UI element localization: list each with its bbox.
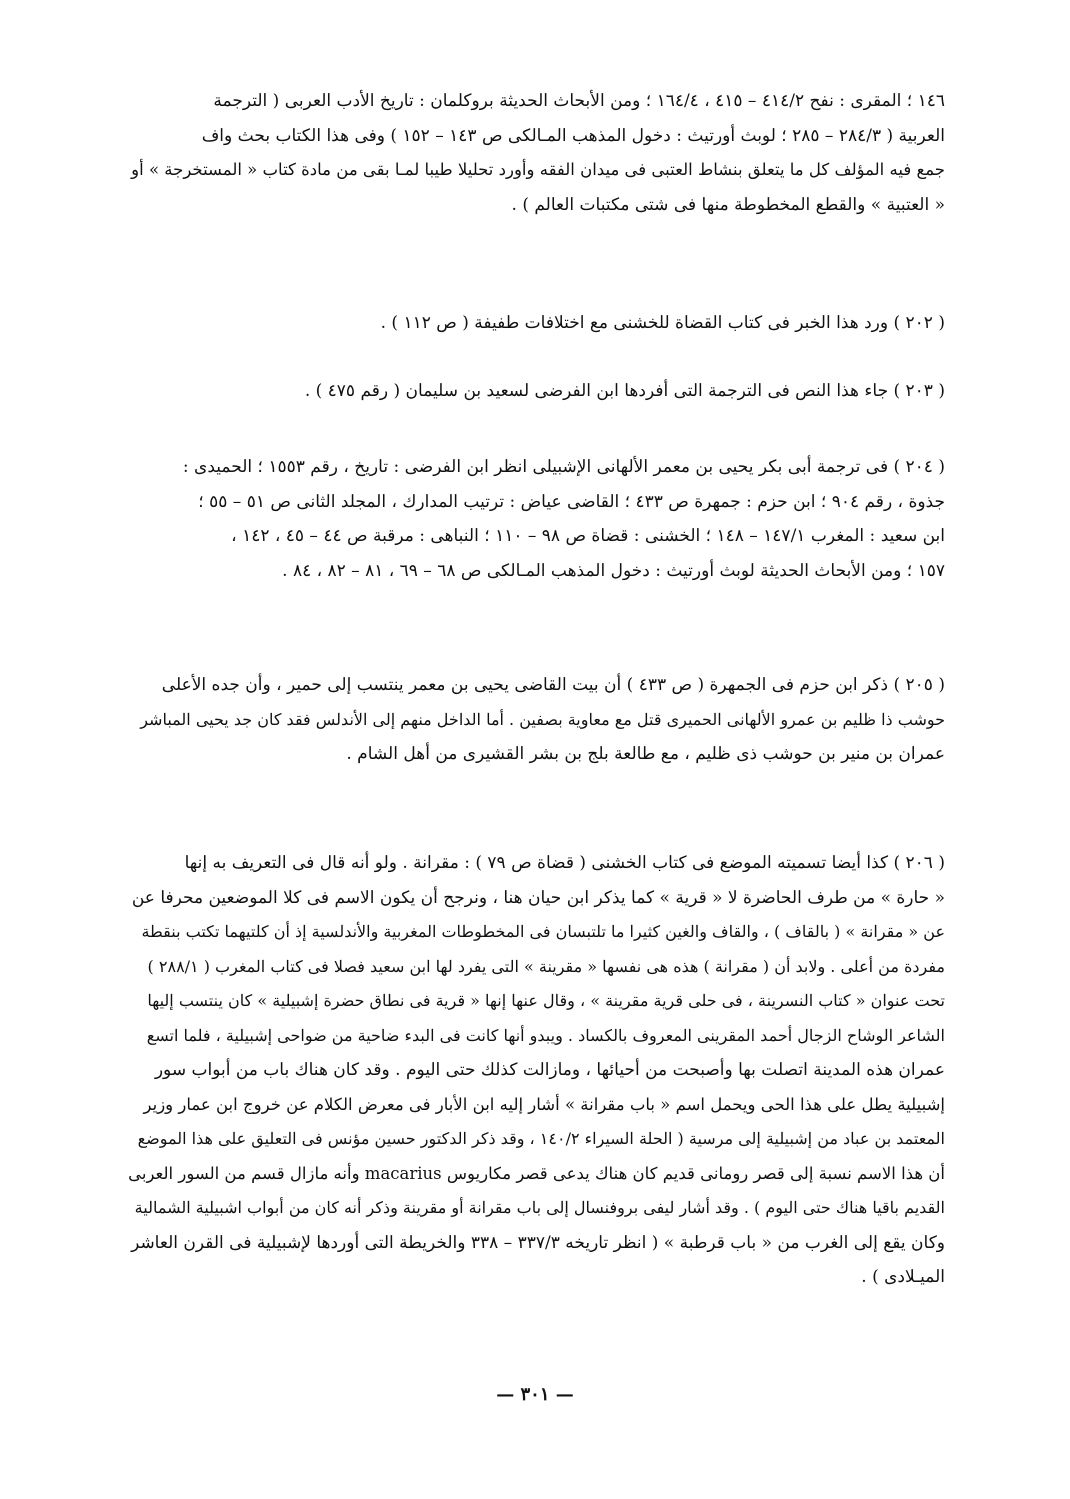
text-line: القديم باقيا هناك حتى اليوم ) . وقد أشار ليفى بروفنسال إلى باب مقرانة أو مقرينة وذكر أنه كان من أبواب اشبيلية الشمالية — [134, 1198, 945, 1217]
text-line: حوشب ذا ظليم بن عمرو الألهانى الحميرى قتل مع معاوية بصفين . أما الداخل منهم إلى الأندلس فقد كان جد يحيى المباشر — [140, 709, 945, 729]
text-line: ١٥٧ ؛ ومن الأبحاث الحديثة لوبث أورتيث : دخول المذهب المـالكى ص ٦٨ – ٦٩ ، ٨١ – ٨٢ ، ٨٤ . — [282, 560, 945, 581]
text-line: الميـلادى ) . — [861, 1267, 945, 1287]
text-line: تحت عنوان « كتاب النسرينة ، فى حلى قرية مقرينة » ، وقال عنها إنها « قرية فى نطاق حضرة إشبيلية » كان ينتسب إليها — [147, 991, 945, 1010]
text-line: « حارة » من طرف الحاضرة لا « قرية » كما يذكر ابن حيان هنا ، ونرجح أن يكون الاسم فى كلا الموضعين محرفا عن — [131, 887, 945, 908]
text-line: العربية ( ٢٨٤/٣ – ٢٨٥ ؛ لوبث أورتيث : دخول المذهب المـالكى ص ١٤٣ – ١٥٢ ) وفى هذا الكتاب بحث واف — [201, 125, 945, 146]
text-line: ابن سعيد : المغرب ١٤٧/١ – ١٤٨ ؛ الخشنى : قضاة ص ٩٨ – ١١٠ ؛ النباهى : مرقبة ص ٤٤ – ٤٥ ، ١٤٢ ، — [231, 526, 945, 546]
footnote-202 — [125, 306, 945, 341]
text-line: عمران هذه المدينة اتصلت بها وأصبحت من أحيائها ، ومازالت كذلك حتى اليوم . وقد كان هناك باب من أبواب سور — [154, 1060, 945, 1080]
footnote-205 — [125, 668, 945, 772]
text-line: ( ٢٠٥ ) ذكر ابن حزم فى الجمهرة ( ص ٤٣٣ ) أن بيت القاضى يحيى بن معمر ينتسب إلى حمير ، وأن جده الأعلى — [161, 675, 945, 695]
text-line: أن هذا الاسم نسبة إلى قصر رومانى قديم كان هناك يدعى قصر مكاريوس macarius وأنه مازال قسم من السور العربى — [128, 1163, 945, 1183]
text-line: المعتمد بن عباد من إشبيلية إلى مرسية ( الحلة السيراء ١٤٠/٢ ، وقد ذكر الدكتور حسين مؤنس فى التعليق على هذا الموضع — [137, 1129, 945, 1148]
text-line: الشاعر الوشاح الزجال أحمد المقرينى المعروف بالكساد . ويبدو أنها كانت فى البدء ضاحية من ضواحى إشبيلية ، فلما اتسع — [146, 1025, 945, 1045]
footnote-204 — [125, 450, 945, 588]
text-line: ١٤٦ ؛ المقرى : نفح ٤١٤/٢ – ٤١٥ ، ١٦٤/٤ ؛ ومن الأبحاث الحديثة بروكلمان : تاريخ الأدب العربى ( الترجمة — [213, 91, 945, 111]
text-line: ( ٢٠٦ ) كذا أيضا تسميته الموضع فى كتاب الخشنى ( قضاة ص ٧٩ ) : مقرانة . ولو أنه قال فى التعريف به إنها — [184, 853, 945, 873]
text-line: جذوة ، رقم ٩٠٤ ؛ ابن حزم : جمهرة ص ٤٣٣ ؛ القاضى عياض : ترتيب المدارك ، المجلد الثانى ص ٥١ – ٥٥ ؛ — [198, 491, 945, 512]
text-line: ( ٢٠٢ ) ورد هذا الخبر فى كتاب القضاة للخشنى مع اختلافات طفيفة ( ص ١١٢ ) . — [380, 313, 945, 333]
text-line: ( ٢٠٤ ) فى ترجمة أبى بكر يحيى بن معمر الألهانى الإشبيلى انظر ابن الفرضى : تاريخ ، رقم ١٥٥٣ ؛ الحميدى : — [182, 457, 945, 477]
text-line: مفردة من أعلى . ولابد أن ( مقرانة ) هذه هى نفسها « مقرينة » التى يفرد لها ابن سعيد فصلا فى كتاب المغرب ( ٢٨٨/١ ) — [147, 956, 945, 976]
text-line: إشبيلية يطل على هذا الحى ويحمل اسم « باب مقرانة » أشار إليه ابن الأبار فى معرض الكلام عن خروج ابن عمار وزير — [143, 1094, 945, 1114]
text-line: ( ٢٠٣ ) جاء هذا النص فى الترجمة التى أفردها ابن الفرضى لسعيد بن سليمان ( رقم ٤٧٥ ) . — [304, 381, 945, 401]
text-line: « العتبية » والقطع المخطوطة منها فى شتى مكتبات العالم ) . — [511, 194, 945, 215]
page-number: — ٣٠١ — — [496, 1384, 574, 1405]
text-line: جمع فيه المؤلف كل ما يتعلق بنشاط العتبى فى ميدان الفقه وأورد تحليلا طيبا لمـا بقى من مادة كتاب « المستخرجة » أو — [131, 160, 945, 179]
text-line: عن « مقرانة » ( بالقاف ) ، والقاف والغين كثيرا ما تلتبسان فى المخطوطات المغربية والأندلسية إذ أن كلتيهما تكتب بنقطة — [141, 922, 945, 941]
footnote-203 — [125, 374, 945, 409]
text-line: وكان يقع إلى الغرب من « باب قرطبة » ( انظر تاريخه ٣٣٧/٣ – ٣٣٨ والخريطة التى أوردها لإشبيلية فى القرن العاشر — [131, 1232, 945, 1253]
text-line: عمران بن منير بن حوشب ذى ظليم ، مع طالعة بلج بن بشر القشيرى من أهل الشام . — [346, 744, 945, 764]
footnote-206 — [125, 846, 945, 1295]
footnote-continuation — [125, 84, 945, 222]
